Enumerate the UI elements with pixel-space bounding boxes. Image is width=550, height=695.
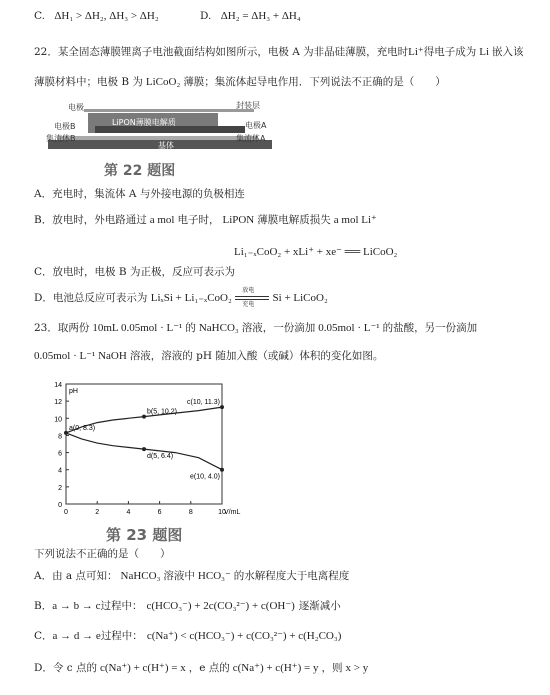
q21-option-d-label: D.: [200, 10, 212, 22]
option-sym: a → b → c: [52, 600, 101, 612]
label-collector-b: 集流体B: [46, 134, 76, 143]
reversible-arrow: [235, 287, 269, 308]
q23-sym: 0.05mol · L⁻¹: [318, 322, 380, 334]
q23-text: 23．取两份: [34, 322, 90, 334]
option-label: C．: [34, 266, 53, 278]
q23-sym: 0.05mol · L⁻¹ NaOH: [34, 350, 127, 362]
q22-text: 薄膜；集流体起导电作用．下列说法不正确的是（ ）: [183, 76, 446, 88]
option-text: 逐渐减小: [298, 600, 341, 612]
q23-stem-line1: [34, 322, 477, 335]
option-label: A．: [34, 570, 53, 582]
q21-option-c-expr: ΔH₁ > ΔH₂, ΔH₃ > ΔH₂: [54, 10, 159, 22]
option-text: ，则: [321, 662, 343, 674]
option-expr: c(Na⁺) + c(H⁺) = x: [99, 662, 186, 674]
option-label: B．: [34, 600, 53, 612]
point-c: [220, 405, 224, 409]
option-expr: c(HCO₃⁻) + 2c(CO₃²⁻) + c(OH⁻): [146, 600, 295, 612]
option-sym: LiPON: [222, 214, 255, 226]
q23-option-c: [34, 630, 341, 643]
q23-text: 溶液，一份滴加: [241, 322, 316, 334]
q23-prompt: 下列说法不正确的是（ ）: [34, 548, 171, 560]
option-eq-left: LiₓSi + Li₁₋ₓCoO₂: [150, 292, 232, 304]
option-text: 过程中：: [100, 600, 143, 612]
point-label-c: c(10, 11.3): [187, 399, 220, 407]
label-substrate: 基体: [158, 141, 174, 150]
label-electrode-b: 电极B: [54, 122, 76, 131]
point-e: [220, 468, 224, 472]
x-tick-label: 2: [95, 509, 100, 516]
option-label: D．: [34, 662, 53, 674]
q22-text: 得电子成为: [423, 46, 477, 58]
label-electrode: 电极: [68, 103, 84, 112]
option-label: B．: [34, 214, 53, 226]
label-electrode-a: 电极A: [245, 121, 267, 130]
q23-option-b: [34, 600, 341, 613]
y-tick-label: 14: [54, 382, 62, 389]
option-label: D．: [34, 292, 53, 304]
x-tick-label: 8: [188, 509, 193, 516]
y-tick-label: 12: [54, 399, 62, 407]
point-label-a: a(0, 8.3): [69, 424, 96, 432]
point-b: [142, 415, 146, 419]
option-text: 令 c 点的: [52, 662, 97, 674]
option-text: 溶液中: [163, 570, 195, 582]
q22-option-c: [34, 266, 235, 279]
q23-sym: NaHCO₃: [198, 322, 239, 334]
q22-text: 22．某全固态薄膜锂离子电池截面结构如图所示，电极 A 为非晶硅薄膜，充电时: [34, 46, 409, 58]
option-text: 电子时，: [177, 214, 220, 226]
label-collector-a: 集流体A: [236, 134, 266, 143]
option-sym: NaHCO₃: [120, 570, 161, 582]
option-label: C．: [34, 630, 53, 642]
q22-stem-line1: [34, 46, 524, 59]
x-tick-label: 0: [64, 509, 68, 516]
q23-stem-line2: [34, 350, 383, 363]
q22-figure-caption: 第 22 题图: [104, 163, 176, 179]
q22-text: 嵌入该: [492, 46, 524, 58]
label-encapsulation: 封装层: [236, 101, 260, 110]
x-tick-label: 6: [157, 509, 162, 516]
option-sym: a mol: [149, 214, 175, 226]
arrow-line-bottom: [235, 299, 269, 300]
q21-option-c-label: C.: [34, 10, 45, 22]
x-tick-label: 4: [126, 509, 131, 516]
option-sym: HCO₃⁻: [197, 570, 231, 582]
q22-option-a: [34, 188, 245, 201]
option-sym: a mol Li⁺: [333, 214, 377, 226]
option-expr: x > y: [345, 662, 369, 674]
q22-option-b: [34, 214, 377, 227]
q22-sym: Li: [479, 46, 489, 58]
option-text: 放电时，电极 B 为正极，反应可表示为: [52, 266, 235, 278]
x-tick-label: 10: [218, 509, 226, 516]
q23-text: 溶液，溶液的 pH 随加入酸（或碱）体积的变化如图。: [129, 350, 384, 362]
point-label-e: e(10, 4.0): [190, 473, 220, 481]
option-expr: c(Na⁺) < c(HCO₃⁻) + c(CO₃²⁻) + c(H₂CO₃): [146, 630, 342, 642]
y-tick-label: 8: [58, 433, 62, 441]
option-eq-right: Si + LiCoO₂: [272, 292, 328, 304]
option-text: 过程中：: [100, 630, 143, 642]
y-axis-label: pH: [69, 388, 78, 395]
arrow-line-top: [235, 296, 269, 297]
ph-chart-svg: [42, 378, 252, 528]
q22-option-d: [34, 287, 328, 308]
q22-sym: Li⁺: [408, 46, 424, 58]
series-line-1: [66, 433, 222, 470]
q21-option-c: [34, 10, 159, 23]
option-text: 的水解程度大于电离程度: [233, 570, 350, 582]
q22-sym: LiCoO₂: [145, 76, 181, 88]
q21-option-d-expr: ΔH₂ = ΔH₃ + ΔH₄: [220, 10, 301, 22]
x-axis-label: V/mL: [224, 509, 241, 516]
point-label-d: d(5, 6.4): [147, 453, 174, 461]
q23-sym: 10mL 0.05mol · L⁻¹: [92, 322, 183, 334]
point-label-b: b(5, 10.2): [147, 408, 177, 416]
option-label: A．: [34, 188, 53, 200]
arrow-under-text: 充电: [242, 301, 255, 308]
q23-figure-caption: 第 23 题图: [106, 526, 183, 544]
encapsulation-layer: [84, 109, 254, 112]
option-text: 薄膜电解质损失: [257, 214, 331, 226]
q23-text: 的: [185, 322, 196, 334]
q21-option-d: [200, 10, 301, 23]
option-text: 电池总反应可表示为: [52, 292, 148, 304]
option-text: 由 a 点可知：: [52, 570, 118, 582]
y-tick-label: 6: [58, 450, 62, 458]
option-text: 充电时，集流体 A 与外接电源的负极相连: [52, 188, 245, 200]
y-tick-label: 2: [58, 484, 62, 492]
q22-text: 薄膜材料中；电极 B 为: [34, 76, 143, 88]
point-a: [64, 431, 68, 435]
option-text: ，e 点的: [188, 662, 230, 674]
q22-option-c-equation: Li₁₋ₓCoO₂ + xLi⁺ + xe⁻ ══ LiCoO₂: [234, 246, 398, 258]
q23-text: 的盐酸，另一份滴加: [382, 322, 478, 334]
q23-option-d: [34, 662, 368, 675]
q23-chart: [42, 378, 252, 528]
option-expr: c(Na⁺) + c(H⁺) = y: [232, 662, 319, 674]
y-tick-label: 0: [58, 502, 62, 509]
label-lipon: LiPON薄膜电解质: [112, 118, 176, 127]
option-text: 放电时，外电路通过: [52, 214, 147, 226]
y-tick-label: 10: [54, 416, 62, 424]
y-tick-label: 4: [58, 467, 62, 475]
arrow-over-text: 放电: [242, 287, 255, 294]
point-d: [142, 447, 146, 451]
q23-option-a: [34, 570, 349, 583]
option-sym: a → d → e: [52, 630, 101, 642]
q22-stem-line2: [34, 76, 446, 89]
